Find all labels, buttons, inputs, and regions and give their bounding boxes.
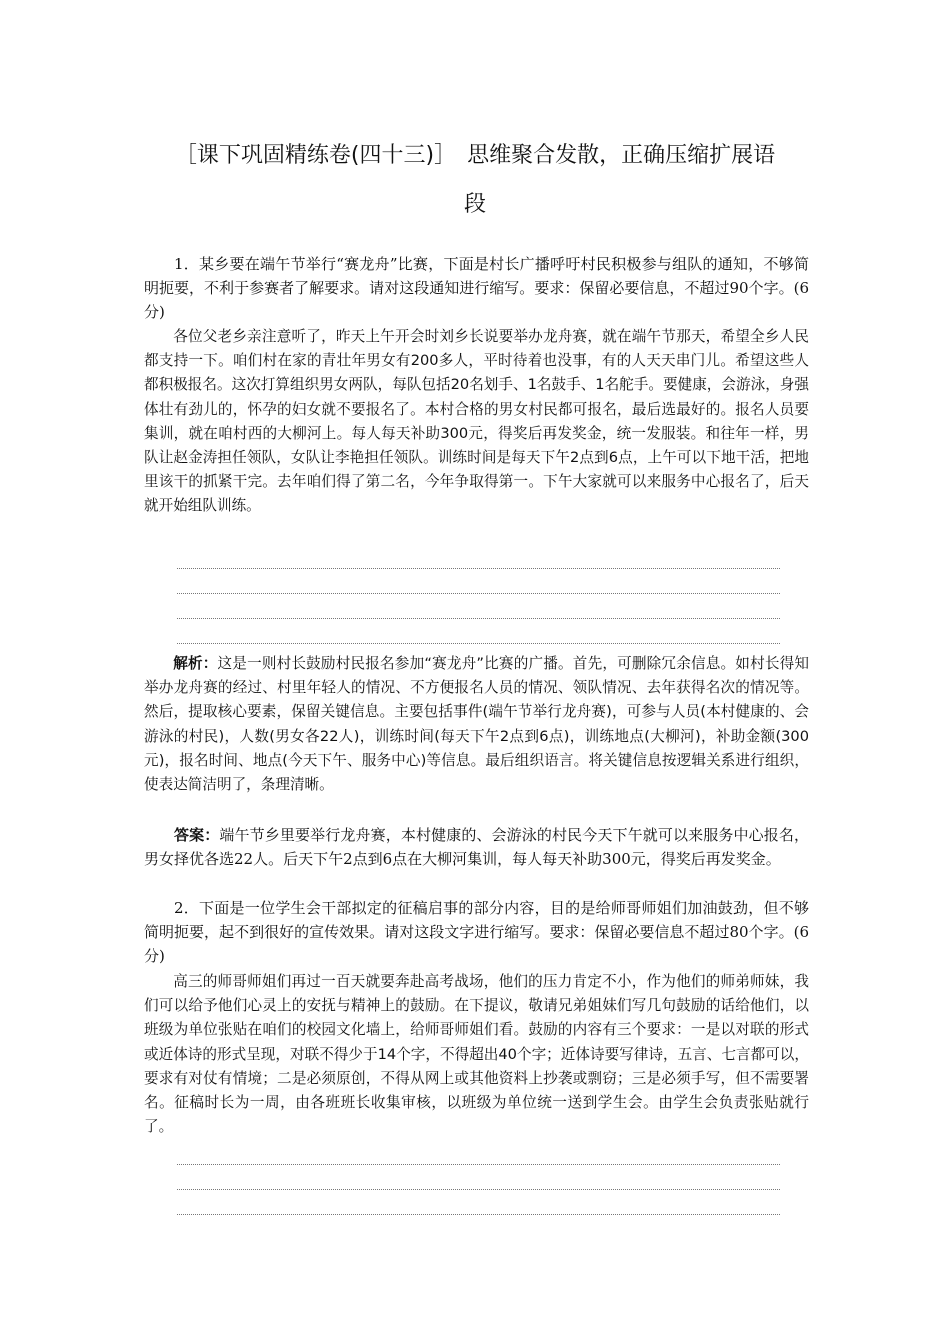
question-1-prompt: 1．某乡要在端午节举行“赛龙舟”比赛，下面是村长广播呼吁村民积极参与组队的通知，不够简明扼要，不利于参赛者了解要求。请对这段通知进行缩写。要求：保留必要信息，不超过90个字。(6分) bbox=[144, 255, 809, 322]
answer-text: 端午节乡里要举行龙舟赛，本村健康的、会游泳的村民今天下午就可以来服务中心报名，男女择优各选22人。后天下午2点到6点在大柳河集训，每人每天补助300元，得奖后再发奖金。 bbox=[144, 826, 809, 869]
page-title-continuation: 段 bbox=[463, 192, 486, 217]
analysis-text: 这是一则村长鼓励村民报名参加“赛龙舟”比赛的广播。首先，可删除冗余信息。如村长得知举办龙舟赛的经过、村里年轻人的情况、不方便报名人员的情况、领队情况、去年获得名次的情况等。然后，提取核心要素，保留关键信息。主要包括事件(端午节举行龙舟赛)，可参与人员(本村健康的、会游泳的村民)，人数(男女各22人)，训练时间(每天下午2点到6点)，训练地点(大柳河)，补助金额(300元)，报名时间、地点(今天下午、服务中心)等信息。最后组织语言。将关键信息按逻辑关系进行组织，使表达简洁明了，条理清晰。 bbox=[144, 655, 809, 794]
answer-line bbox=[177, 593, 780, 594]
question-1-answer bbox=[144, 823, 809, 871]
answer-line bbox=[177, 1164, 780, 1165]
answer-line bbox=[177, 1214, 780, 1215]
answer-line bbox=[177, 618, 780, 619]
question-1-analysis bbox=[144, 652, 809, 797]
answer-line bbox=[177, 568, 780, 569]
analysis-label: 解析： bbox=[173, 655, 218, 672]
question-2-passage: 高三的师哥师姐们再过一百天就要奔赴高考战场，他们的压力肯定不小，作为他们的师弟师妹，我们可以给予他们心灵上的安抚与精神上的鼓励。在下提议，敬请兄弟姐妹们写几句鼓励的话给他们，以班级为单位张贴在咱们的校园文化墙上，给师哥师姐们看。鼓励的内容有三个要求：一是以对联的形式或近体诗的形式呈现，对联不得少于14个字，不得超出40个字；近体诗要写律诗，五言、七言都可以，要求有对仗有情境；二是必须原创，不得从网上或其他资料上抄袭或剽窃；三是必须手写，但不需要署名。征稿时长为一周，由各班班长收集审核，以班级为单位统一送到学生会。由学生会负责张贴就行了。 bbox=[144, 973, 809, 1136]
question-2-prompt: 2．下面是一位学生会干部拟定的征稿启事的部分内容，目的是给师哥师姐们加油鼓劲，但不够简明扼要，起不到很好的宣传效果。请对这段文字进行缩写。要求：保留必要信息不超过80个字。(6分) bbox=[144, 899, 809, 966]
answer-line bbox=[177, 1189, 780, 1190]
answer-label: 答案： bbox=[174, 826, 220, 844]
answer-line bbox=[177, 643, 780, 644]
question-1-passage: 各位父老乡亲注意听了，昨天上午开会时刘乡长说要举办龙舟赛，就在端午节那天，希望全乡人民都支持一下。咱们村在家的青壮年男女有200多人，平时待着也没事，有的人天天串门儿。希望这些人都积极报名。这次打算组织男女两队，每队包括20名划手、1名鼓手、1名舵手。要健康，会游泳，身强体壮有劲儿的，怀孕的妇女就不要报名了。本村合格的男女村民都可报名，最后选最好的。报名人员要集训，就在咱村西的大柳河上。每人每天补助300元，得奖后再发奖金，统一发服装。和往年一样，男队让赵金涛担任领队，女队让李艳担任领队。训练时间是每天下午2点到6点，上午可以下地干活，把地里该干的抓紧干完。去年咱们得了第二名，今年争取得第一。下午大家就可以来服务中心报名了，后天就开始组队训练。 bbox=[144, 328, 809, 515]
page-title: ［课下巩固精练卷(四十三)］ 思维聚合发散，正确压缩扩展语 bbox=[174, 143, 776, 168]
